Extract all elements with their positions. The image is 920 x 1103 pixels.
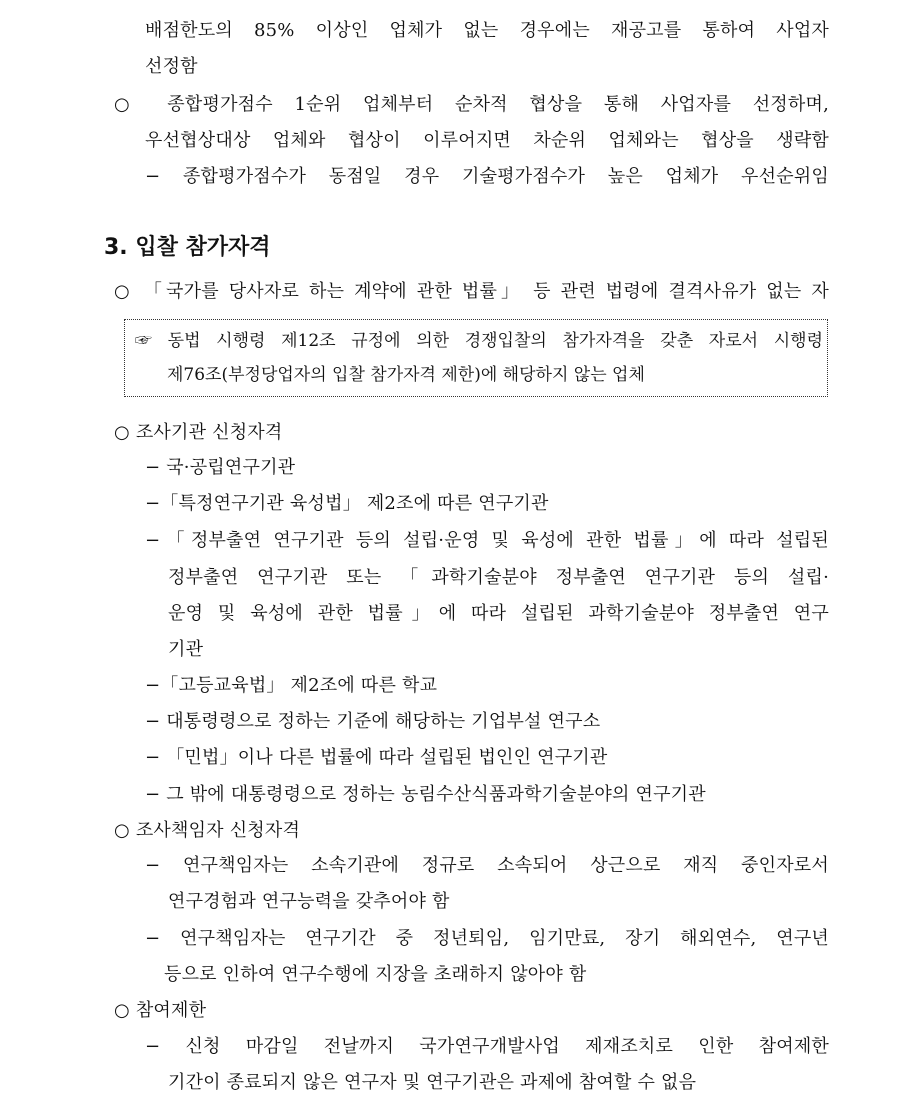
section-heading: 3. 입찰 참가자격 xyxy=(104,235,271,260)
restriction-item-1-line-1: − 신청 마감일 전날까지 국가연구개발사업 제재조치로 인한 참여제한 xyxy=(145,1036,829,1057)
note-box xyxy=(124,319,828,397)
institution-item-4: −「고등교육법」 제2조에 따른 학교 xyxy=(145,675,438,696)
researcher-item-2-line-1: − 연구책임자는 연구기간 중 정년퇴임, 임기만료, 장기 해외연수, 연구년 xyxy=(145,928,829,949)
institution-item-6: − 「민법」이나 다른 법률에 따라 설립된 법인인 연구기관 xyxy=(145,747,608,768)
institution-item-5: − 대통령령으로 정하는 기준에 해당하는 기업부설 연구소 xyxy=(145,711,601,732)
researcher-item-2-line-2: 등으로 인하여 연구수행에 지장을 초래하지 않아야 함 xyxy=(164,964,587,985)
institution-item-1: − 국·공립연구기관 xyxy=(145,457,296,478)
note-line-2: 제76조(부정당업자의 입찰 참가자격 제한)에 해당하지 않는 업체 xyxy=(167,365,645,385)
institution-title: ○ 조사기관 신청자격 xyxy=(114,422,283,443)
qualification-line-1: ○ 「국가를 당사자로 하는 계약에 관한 법률」 등 관련 법령에 결격사유가 없는 자 xyxy=(114,281,829,302)
institution-item-3-line-2: 정부출연 연구기관 또는 「과학기술분야 정부출연 연구기관 등의 설립· xyxy=(168,567,829,588)
institution-item-2: −「특정연구기관 육성법」 제2조에 따른 연구기관 xyxy=(145,493,549,514)
restriction-title: ○ 참여제한 xyxy=(114,1000,207,1021)
researcher-item-1-line-1: − 연구책임자는 소속기관에 정규로 소속되어 상근으로 재직 중인자로서 xyxy=(145,855,829,876)
institution-item-7: − 그 밖에 대통령령으로 정하는 농림수산식품과학기술분야의 연구기관 xyxy=(145,784,706,805)
institution-item-3-line-1: −「정부출연 연구기관 등의 설립·운영 및 육성에 관한 법률」에 따라 설립된 xyxy=(145,530,829,551)
institution-item-3-line-4: 기관 xyxy=(168,639,204,660)
intro-line-2: 선정함 xyxy=(145,56,198,77)
negotiation-line-2: 우선협상대상 업체와 협상이 이루어지면 차순위 업체와는 협상을 생략함 xyxy=(145,130,829,151)
note-line-1: ☞ 동법 시행령 제12조 규정에 의한 경쟁입찰의 참가자격을 갖춘 자로서 시행령 xyxy=(135,331,823,351)
negotiation-line-3: − 종합평가점수가 동점일 경우 기술평가점수가 높은 업체가 우선순위임 xyxy=(145,166,829,187)
intro-line-1: 배점한도의 85% 이상인 업체가 없는 경우에는 재공고를 통하여 사업자 xyxy=(145,20,829,41)
negotiation-line-1: ○ 종합평가점수 1순위 업체부터 순차적 협상을 통해 사업자를 선정하며, xyxy=(114,94,829,115)
researcher-title: ○ 조사책임자 신청자격 xyxy=(114,820,301,841)
institution-item-3-line-3: 운영 및 육성에 관한 법률」에 따라 설립된 과학기술분야 정부출연 연구 xyxy=(168,603,829,624)
restriction-item-1-line-2: 기간이 종료되지 않은 연구자 및 연구기관은 과제에 참여할 수 없음 xyxy=(168,1072,697,1093)
researcher-item-1-line-2: 연구경험과 연구능력을 갖추어야 함 xyxy=(168,891,450,912)
